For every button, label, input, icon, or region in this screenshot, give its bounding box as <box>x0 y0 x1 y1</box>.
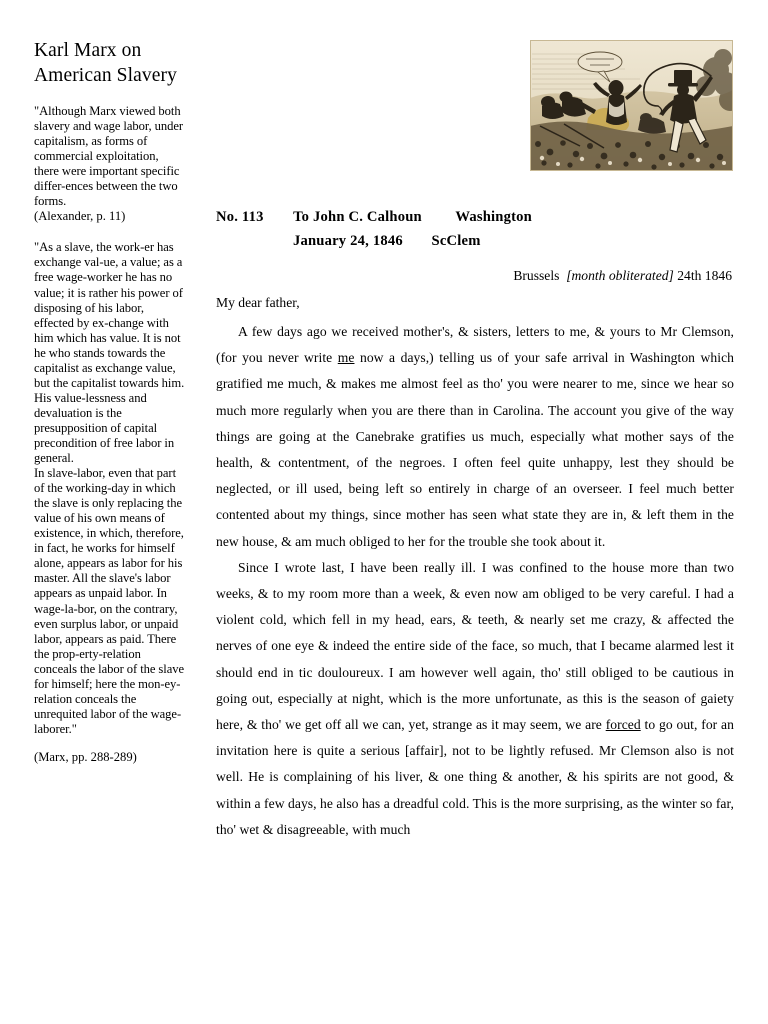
sidebar-quote-2: "As a slave, the work-er has exchange val-ue, a value; as a free wage-worker he has no value; it is rather his power of disposing of his labor, effected by ex-change with him which has value. It is not he who stands towards the capitalist as exchange value, but the capitalist towards him. His value-lessness and devaluation is the presupposition of capital precondition of free labor in general. <box>34 240 185 466</box>
sidebar-citation-1: (Alexander, p. 11) <box>34 209 126 224</box>
spacer <box>34 224 186 240</box>
sidebar-column <box>34 38 186 765</box>
sidebar-quote-3: In slave-labor, even that part of the working-day in which the slave is only replacing the value of his own means of existence, in which, therefore, in fact, he works for himself alone, appears as labor for his master. All the slave's labor appears as unpaid labor. In wage-la-bor, on the contrary, even surplus labor, or unpaid labor, appears as paid. There the prop-erty-relation conceals the labor of the slave for himself; here the mon-ey-relation conceals the unrequited labor of the wage-laborer." <box>34 466 185 736</box>
paragraph-2-text-a: Since I wrote last, I have been really ill. I was confined to the house more than two weeks, & to my room more than a week, & even now am obliged to be very careful. I had a violent cold, which fell in my head, ears, & teeth, & nearly set me crazy, & affected the nerves of one eye & indeed the entire side of the face, so much, that I became alarmed lest it should end in tic douloureux. I am however well again, tho' still obliged to be cautious in going out, especially at night, which is the more unfortunate, as this is the season of gaiety here, & tho' we get off all we can, yet, strange as it may seem, we are <box>216 559 734 733</box>
dateline-date: 24th 1846 <box>677 268 732 283</box>
page-title: Karl Marx on American Slavery <box>34 40 177 86</box>
engraving-graphic <box>530 40 733 171</box>
letter-heading <box>216 205 734 253</box>
sidebar-citation-2: (Marx, pp. 288-289) <box>34 749 137 764</box>
sidebar-quote-1: "Although Marx viewed both slavery and wage labor, under capitalism, as forms of commercial exploitation, there were important specific differ-ences between the two forms. <box>34 104 184 209</box>
letter-transcription <box>216 205 734 843</box>
letter-number: No. 113 <box>216 209 264 225</box>
letter-archive: ScClem <box>431 233 481 249</box>
letter-dateline <box>216 267 734 284</box>
paragraph-1-text-a: A few days ago we received mother's, & sisters, letters to me, & yours to Mr Clemson, (for you never write <box>216 324 734 366</box>
letter-paragraph-2 <box>216 555 734 843</box>
letter-date: January 24, 1846 <box>293 233 403 249</box>
letter-salutation: My dear father, <box>216 295 300 310</box>
paragraph-2-text-b: to go out, for an invitation here is quite a serious [affair], not to be lightly refused. Mr Clemson also is not well. He is complaining of his liver, & one thing & another, & his spirits are not good, & within a few days, he also has a dreadful cold. This is the more surprising, as the winter so far, tho' wet & disagreeable, with much <box>216 717 734 837</box>
slavery-engraving-illustration <box>530 40 733 171</box>
dateline-place: Brussels <box>513 268 560 283</box>
paragraph-1-text-b: now a days,) telling us of your safe arrival in Washington which gratified me much, & makes me almost feel as tho' you were nearer to me, since we hear so much more regularly when you are there than in Carolina. The account you give of the way things are going at the Canebrake gratifies us much, especially what mother says of the health, & contentment, of the negroes. I often feel quite unhappy, lest they should be neglected, or ill used, being left so entirely in charge of an overseer. I feel much better contented about my things, since mother has seen what state they are in, & left them in the new house, & am much obliged to her for the trouble she took about it. <box>216 350 735 549</box>
letter-paragraph-1 <box>216 319 734 555</box>
paragraph-1-underlined-word: me <box>337 350 355 366</box>
letter-recipient: To John C. Calhoun <box>293 209 422 225</box>
dateline-bracket-note: [month obliterated] <box>566 268 674 283</box>
spacer <box>34 737 186 750</box>
letter-place: Washington <box>455 209 532 225</box>
paragraph-2-underlined-word: forced <box>605 717 641 733</box>
